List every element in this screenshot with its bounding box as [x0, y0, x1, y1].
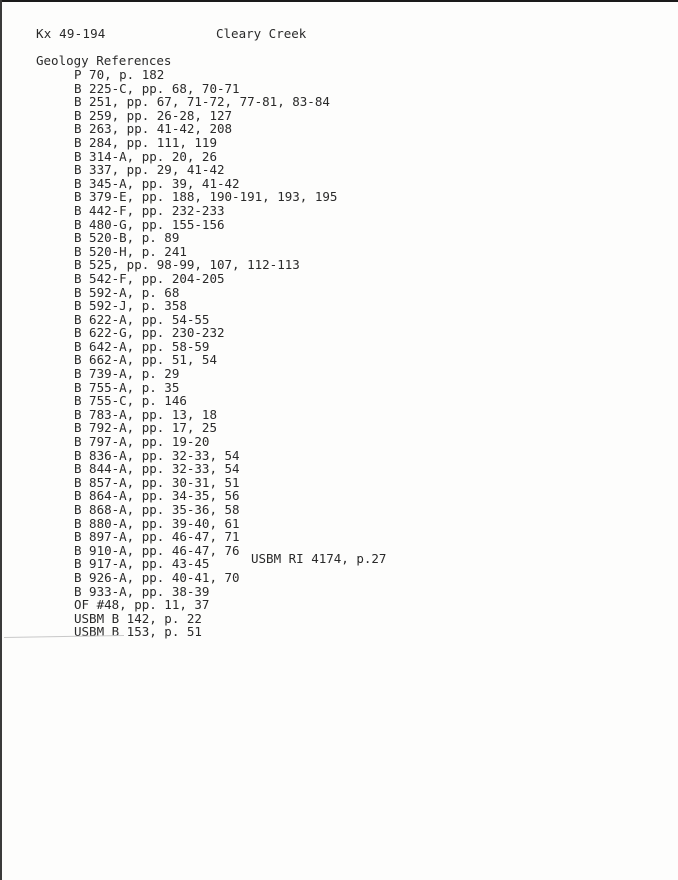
- reference-item: B 337, pp. 29, 41-42: [74, 162, 225, 178]
- reference-item: B 868-A, pp. 35-36, 58: [74, 502, 240, 517]
- reference-item: B 592-A, p. 68: [74, 284, 180, 300]
- reference-item: USBM B 153, p. 51: [74, 624, 202, 640]
- record-id: Kx 49-194: [36, 26, 106, 41]
- reference-item: B 442-F, pp. 232-233: [74, 202, 225, 218]
- reference-item: B 797-A, pp. 19-20: [74, 434, 210, 450]
- reference-item: B 739-A, p. 29: [74, 366, 180, 382]
- reference-item: B 897-A, pp. 46-47, 71: [74, 529, 240, 545]
- reference-item: B 592-J, p. 358: [74, 298, 187, 314]
- reference-item: B 864-A, pp. 34-35, 56: [74, 488, 240, 504]
- reference-item: B 933-A, pp. 38-39: [74, 583, 210, 599]
- reference-item: B 263, pp. 41-42, 208: [74, 121, 233, 137]
- reference-item: B 225-C, pp. 68, 70-71: [74, 80, 240, 96]
- reference-item: B 844-A, pp. 32-33, 54: [74, 461, 240, 477]
- scan-edge-left: [0, 0, 2, 880]
- reference-item: B 792-A, pp. 17, 25: [74, 420, 217, 436]
- reference-item: B 622-A, pp. 54-55: [74, 311, 210, 327]
- reference-item: B 755-C, p. 146: [74, 393, 187, 409]
- scan-edge-top: [0, 0, 678, 2]
- reference-item: B 642-A, pp. 58-59: [74, 338, 210, 354]
- reference-item: B 480-G, pp. 155-156: [74, 216, 225, 232]
- reference-item: B 857-A, pp. 30-31, 51: [74, 474, 240, 490]
- reference-item: B 520-H, p. 241: [74, 243, 187, 259]
- reference-item: B 259, pp. 26-28, 127: [74, 107, 233, 123]
- side-note: USBM RI 4174, p.27: [251, 551, 387, 566]
- reference-item: B 251, pp. 67, 71-72, 77-81, 83-84: [74, 94, 330, 110]
- reference-item: B 542-F, pp. 204-205: [74, 270, 225, 286]
- reference-item: B 520-B, p. 89: [74, 230, 180, 246]
- reference-item: B 345-A, pp. 39, 41-42: [74, 175, 240, 191]
- reference-item: B 880-A, pp. 39-40, 61: [74, 515, 240, 531]
- reference-item: B 755-A, p. 35: [74, 379, 180, 395]
- reference-item: B 379-E, pp. 188, 190-191, 193, 195: [74, 189, 338, 205]
- place-name: Cleary Creek: [216, 26, 307, 41]
- reference-item: B 783-A, pp. 13, 18: [74, 406, 217, 422]
- reference-item: B 284, pp. 111, 119: [74, 134, 217, 150]
- reference-item: B 926-A, pp. 40-41, 70: [74, 569, 240, 585]
- reference-item: B 525, pp. 98-99, 107, 112-113: [74, 257, 300, 273]
- reference-item: B 662-A, pp. 51, 54: [74, 352, 217, 368]
- reference-item: B 836-A, pp. 32-33, 54: [74, 447, 240, 463]
- reference-item: B 910-A, pp. 46-47, 76: [74, 542, 240, 558]
- reference-item: B 917-A, pp. 43-45: [74, 556, 210, 572]
- reference-item: OF #48, pp. 11, 37: [74, 597, 210, 613]
- section-title: Geology References: [36, 53, 172, 68]
- reference-item: B 314-A, pp. 20, 26: [74, 148, 217, 164]
- reference-item: USBM B 142, p. 22: [74, 610, 202, 626]
- reference-item: P 70, p. 182: [74, 67, 165, 82]
- reference-item: B 622-G, pp. 230-232: [74, 325, 225, 341]
